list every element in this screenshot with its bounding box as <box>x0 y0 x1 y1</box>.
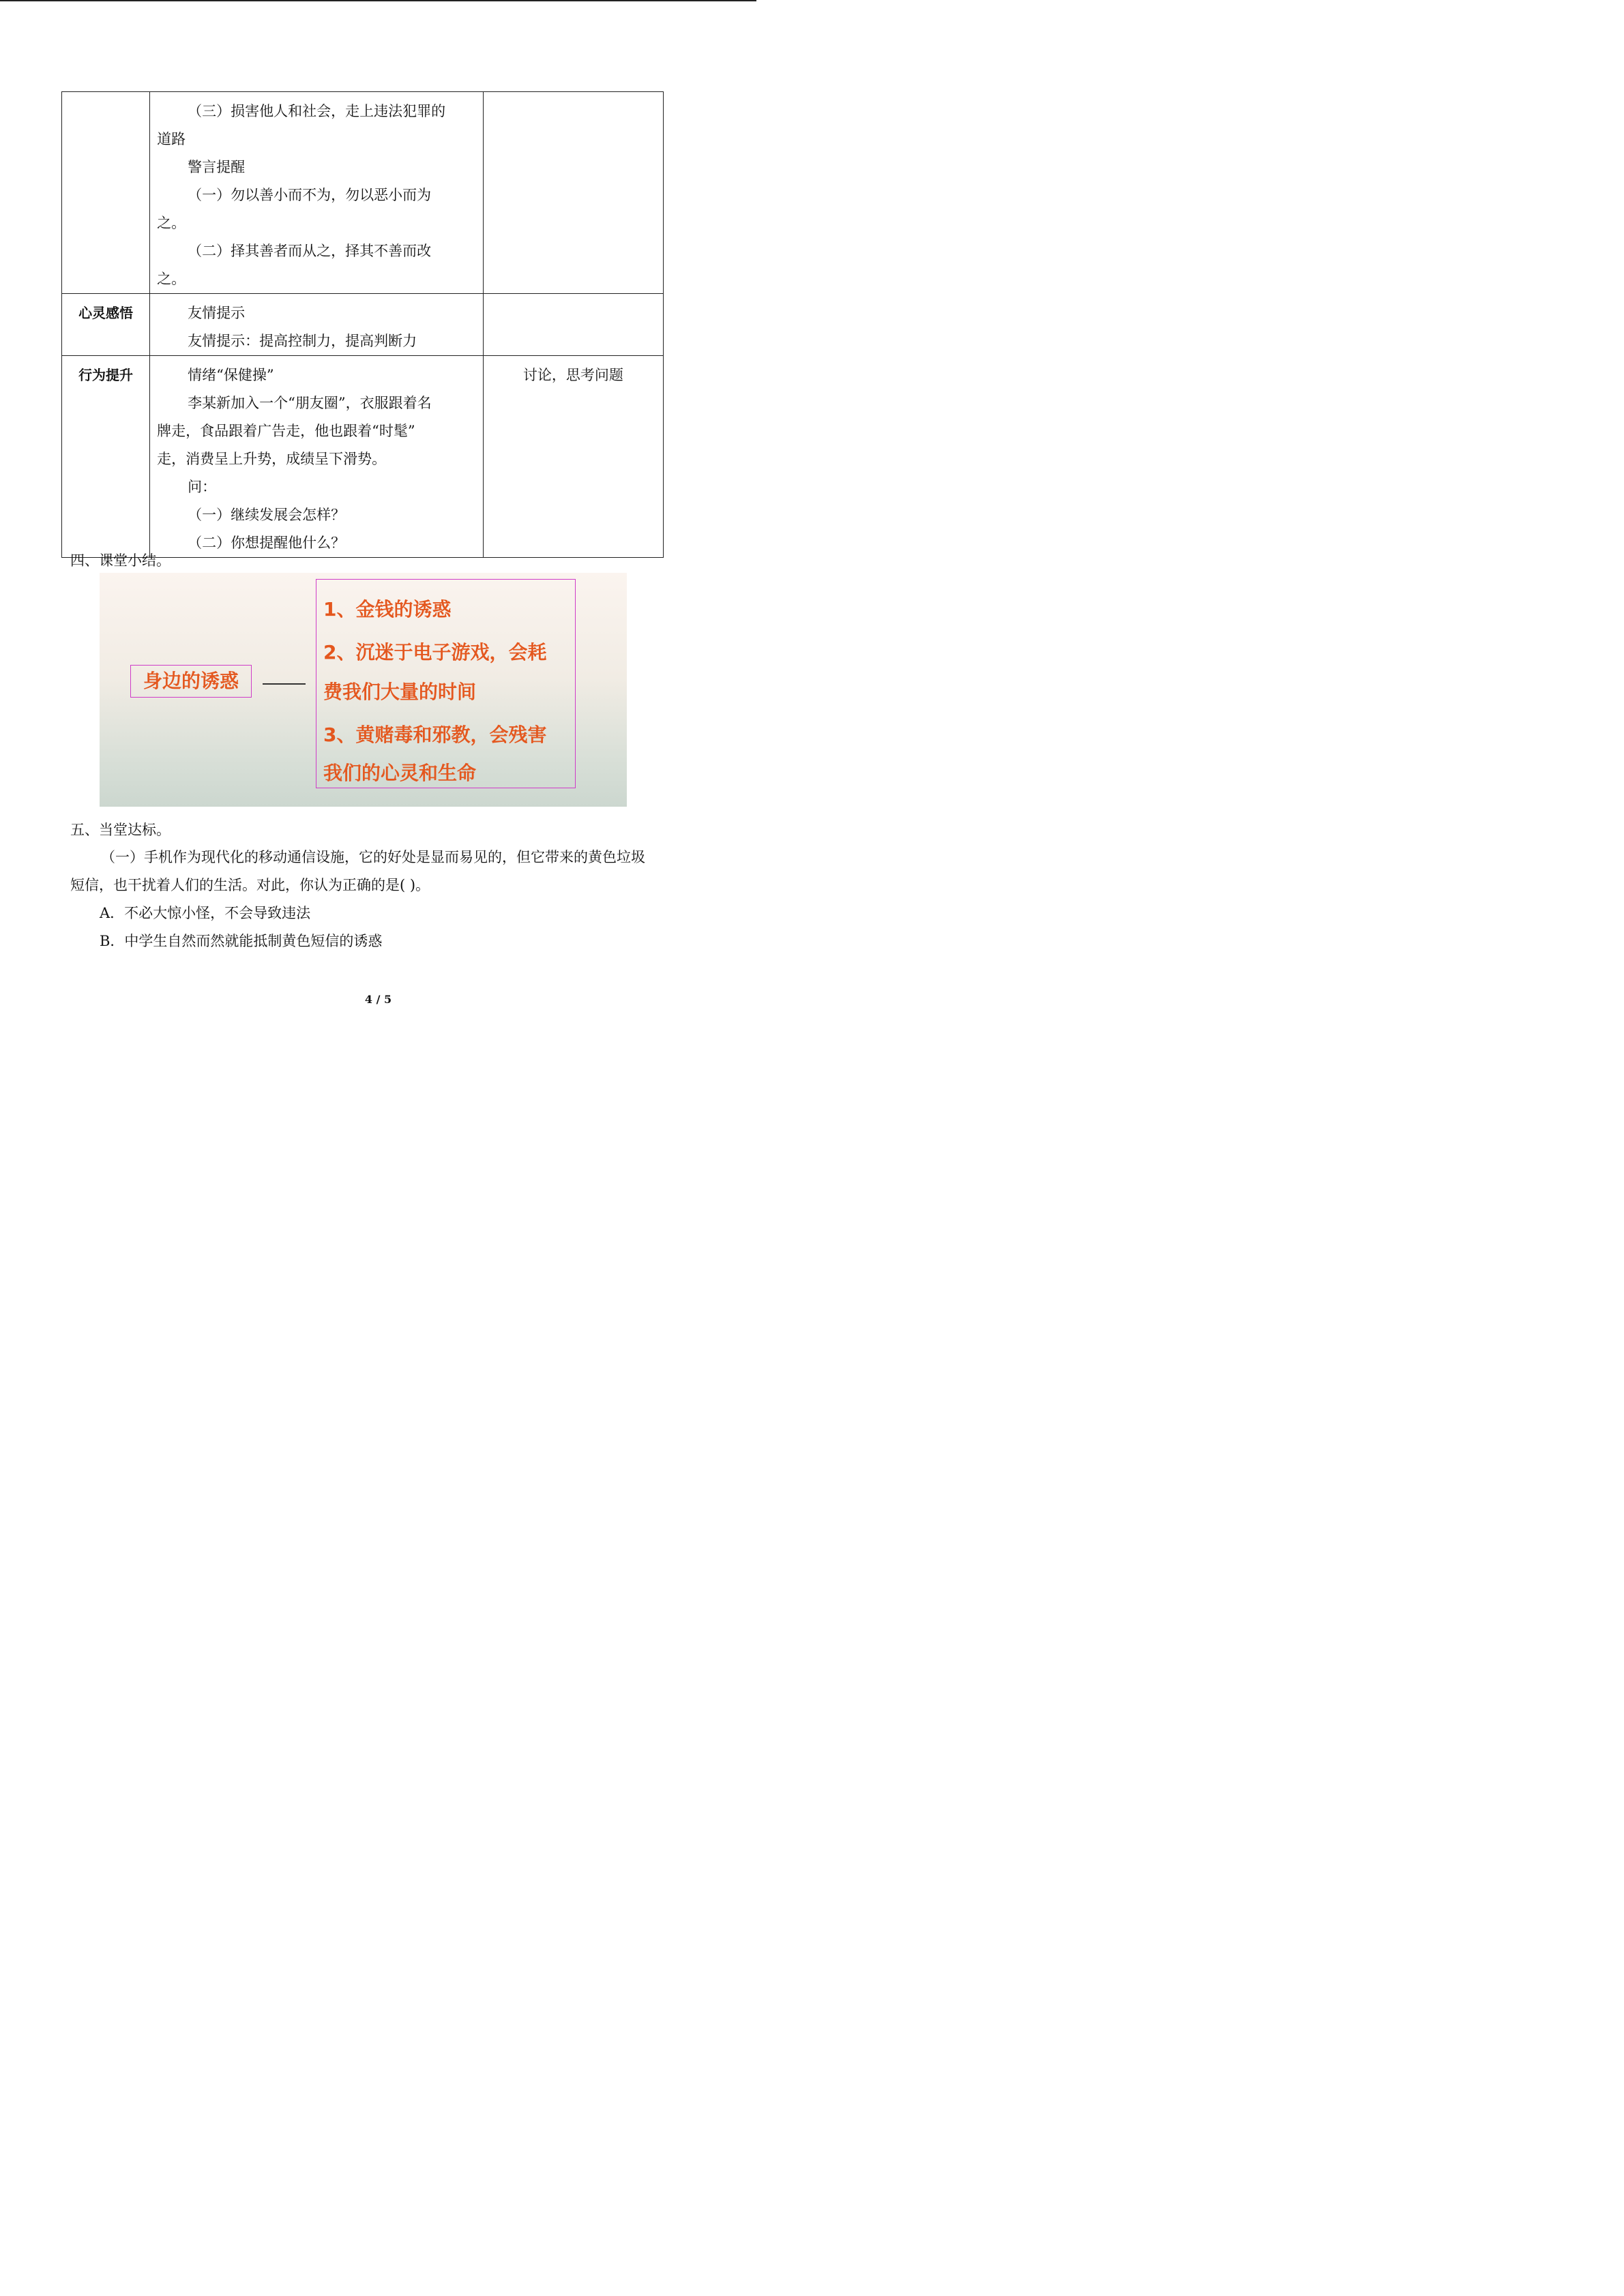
diagram-root-box: 身边的诱惑 <box>130 665 252 698</box>
stage-cell <box>62 92 150 294</box>
content-line: 问： <box>188 479 217 495</box>
section-heading-summary: 四、课堂小结。 <box>70 552 171 569</box>
diagram-connector-line <box>263 683 306 685</box>
content-line: 警言提醒 <box>188 159 246 175</box>
content-line: （一）继续发展会怎样？ <box>188 507 346 523</box>
stage-cell: 行为提升 <box>62 356 150 558</box>
page-top-border <box>0 0 756 1</box>
content-line: 道路 <box>157 131 186 147</box>
option-b: B．中学生自然而然就能抵制黄色短信的诱惑 <box>100 933 383 949</box>
diagram-list-box <box>316 579 576 788</box>
summary-diagram <box>100 573 627 807</box>
content-line: （三）损害他人和社会，走上违法犯罪的 <box>188 103 446 119</box>
table-row <box>62 356 664 558</box>
content-line: 牌走，食品跟着广告走，他也跟着“时髦” <box>157 423 415 439</box>
content-cell <box>150 356 484 558</box>
content-line: 情绪“保健操” <box>188 367 274 383</box>
notes-cell <box>483 356 663 558</box>
content-line: 李某新加入一个“朋友圈”，衣服跟着名 <box>188 395 432 411</box>
notes-text: 讨论，思考问题 <box>522 367 623 383</box>
content-line: 走，消费呈上升势，成绩呈下滑势。 <box>157 451 387 467</box>
content-line: （二）你想提醒他什么？ <box>188 535 346 551</box>
content-cell <box>150 92 484 294</box>
table-row <box>62 294 664 356</box>
diagram-item: 2、沉迷于电子游戏，会耗 <box>323 641 547 664</box>
content-line: （二）择其善者而从之，择其不善而改 <box>188 243 432 259</box>
question-text: 短信，也干扰着人们的生活。对此，你认为正确的是( )。 <box>70 877 430 893</box>
diagram-item: 3、黄赌毒和邪教，会残害 <box>323 724 547 746</box>
question-text: （一）手机作为现代化的移动通信设施，它的好处是显而易见的，但它带来的黄色垃圾 <box>101 849 645 865</box>
notes-cell <box>483 294 663 356</box>
content-line: 之。 <box>157 215 186 231</box>
notes-cell <box>483 92 663 294</box>
table-row <box>62 92 664 294</box>
lesson-table <box>61 91 664 558</box>
content-line: 友情提示：提高控制力，提高判断力 <box>188 333 417 349</box>
content-line: 之。 <box>157 271 186 287</box>
content-cell <box>150 294 484 356</box>
diagram-item: 费我们大量的时间 <box>323 681 477 703</box>
content-line: 友情提示 <box>188 305 246 321</box>
diagram-item: 1、金钱的诱惑 <box>323 598 452 621</box>
option-a: A．不必大惊小怪，不会导致违法 <box>100 905 311 921</box>
section-heading-practice: 五、当堂达标。 <box>70 822 171 838</box>
content-line: （一）勿以善小而不为，勿以恶小而为 <box>188 187 432 203</box>
stage-cell: 心灵感悟 <box>62 294 150 356</box>
diagram-item: 我们的心灵和生命 <box>323 762 477 784</box>
page-number: 4 / 5 <box>364 993 392 1006</box>
